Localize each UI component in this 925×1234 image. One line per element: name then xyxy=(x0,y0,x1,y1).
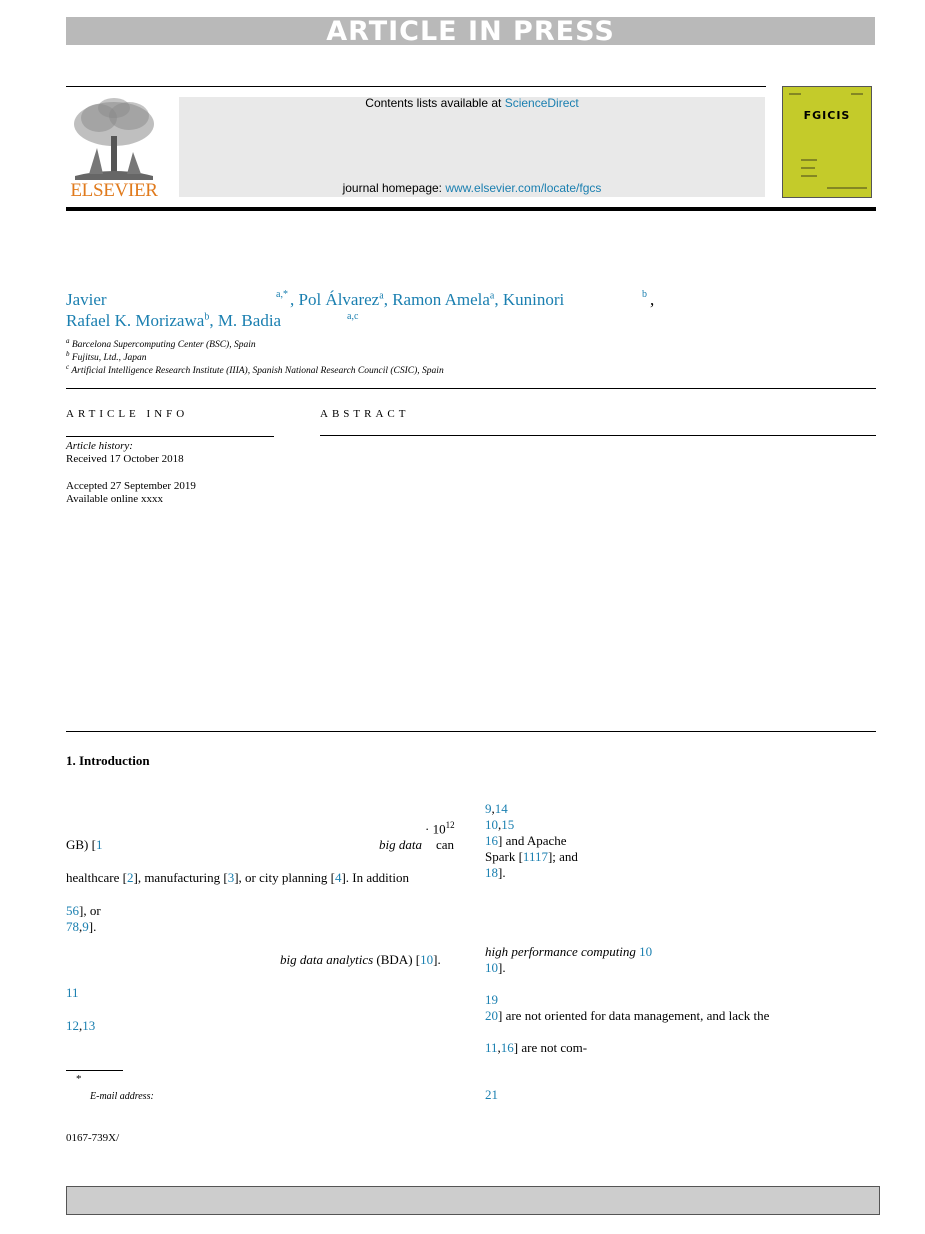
author-superscript: a xyxy=(379,290,384,302)
body-text-line: healthcare [2], manufacturing [3], or city planning [4]. In addition xyxy=(66,870,409,885)
cover-line xyxy=(801,159,817,161)
cover-line xyxy=(789,93,801,95)
citation-link[interactable]: 1 xyxy=(95,837,103,852)
citation-link[interactable]: 21 xyxy=(485,1087,498,1102)
body-text-line: big data xyxy=(379,837,422,852)
body-text-line: · $10^{12}$ xyxy=(425,820,455,837)
body-text-line: 12,13 xyxy=(66,1018,96,1033)
journal-homepage-link[interactable]: www.elsevier.com/locate/fgcs xyxy=(445,181,602,195)
citation-link[interactable]: 3 xyxy=(227,870,235,885)
author-name[interactable]: , M. Badia xyxy=(209,311,282,330)
cover-title: FGICIS xyxy=(803,109,851,122)
author-separator: , xyxy=(650,290,655,309)
affiliation-a: $^a$ Barcelona Supercomputing Center (BSC), Spain xyxy=(66,337,256,351)
author-superscript: a,* xyxy=(276,289,288,300)
citation-link[interactable]: 4 xyxy=(334,870,342,885)
footer-bar xyxy=(66,1186,880,1215)
body-text-line: Spark [1117]; and xyxy=(485,849,578,864)
cover-line xyxy=(851,93,863,95)
contents-lists-line xyxy=(179,96,765,110)
article-history-label: Article history: xyxy=(66,440,133,452)
elsevier-tree-logo xyxy=(67,96,161,180)
author-superscript: a xyxy=(489,290,495,302)
author-line-1b xyxy=(290,290,564,310)
citation-link[interactable]: 11 xyxy=(66,985,79,1000)
footnote-marker: * xyxy=(76,1073,82,1085)
article-info-heading: ARTICLE INFO xyxy=(66,408,189,420)
header-thick-rule xyxy=(66,207,876,211)
citation-link[interactable]: 13 xyxy=(82,1018,96,1033)
author-superscript: a,c xyxy=(347,311,359,322)
cover-line xyxy=(801,167,815,169)
body-text-line xyxy=(66,985,79,1001)
citation-link[interactable]: 11 xyxy=(485,1040,498,1055)
author-superscript: b xyxy=(642,289,647,300)
body-text-line: 11,16] are not com- xyxy=(485,1040,588,1055)
citation-link[interactable]: 18 xyxy=(485,865,498,880)
header-top-rule xyxy=(66,86,766,87)
body-text-line: 78,9]. xyxy=(66,919,97,934)
citation-link[interactable]: 20 xyxy=(485,1008,498,1023)
affiliation-c: $^c$ Artificial Intelligence Research Institute (IIIA), Spanish National Research Council (CSIC), Spain xyxy=(66,363,444,377)
journal-cover-thumbnail xyxy=(782,86,872,198)
citation-link[interactable]: 9 xyxy=(82,919,89,934)
author-name[interactable]: , Ramon Amela xyxy=(383,290,490,309)
body-text-line: 16] and Apache xyxy=(485,833,567,848)
citation-link[interactable]: 78 xyxy=(66,919,79,934)
section-divider xyxy=(66,388,876,389)
body-text-line: 18]. xyxy=(485,865,506,880)
contents-prefix: Contents lists available at xyxy=(365,96,505,110)
footnote-rule xyxy=(66,1070,123,1071)
article-in-press-banner: ARTICLE IN PRESS xyxy=(66,17,875,45)
body-text-line: 10]. xyxy=(485,960,506,975)
author-line-2 xyxy=(66,311,281,331)
citation-link[interactable]: 9 xyxy=(485,801,492,816)
citation-link[interactable]: 14 xyxy=(494,801,508,816)
body-text-line: big data analytics (BDA) [10]. xyxy=(280,952,441,967)
citation-link[interactable]: 12 xyxy=(66,1018,79,1033)
body-text-line: 20] are not oriented for data management, and lack the xyxy=(485,1008,770,1023)
email-address-label: E-mail address: xyxy=(90,1091,154,1102)
section-divider xyxy=(66,731,876,732)
body-text-line: GB) [1 xyxy=(66,837,103,852)
citation-link[interactable]: 10 xyxy=(485,960,498,975)
body-text-line: 9,14 xyxy=(485,801,508,816)
author-superscript: b xyxy=(204,311,210,323)
abstract-rule xyxy=(320,435,876,436)
author-name[interactable]: , Kuninori xyxy=(494,290,565,309)
body-text-line: high performance computing 10 xyxy=(485,944,653,959)
elsevier-wordmark: ELSEVIER xyxy=(70,180,158,201)
body-text-line xyxy=(485,992,498,1008)
citation-link[interactable]: 10 xyxy=(420,952,434,967)
citation-link[interactable]: 15 xyxy=(501,817,515,832)
body-text-line: 56], or xyxy=(66,903,101,918)
citation-link[interactable]: 16 xyxy=(485,833,498,848)
abstract-heading: ABSTRACT xyxy=(320,408,410,420)
author-line-1 xyxy=(66,290,107,310)
article-info-rule xyxy=(66,436,274,437)
homepage-prefix: journal homepage: xyxy=(342,181,446,195)
author-name[interactable]: Rafael K. Morizawa xyxy=(66,311,205,330)
citation-link[interactable]: 56 xyxy=(66,903,79,918)
citation-link[interactable]: 16 xyxy=(500,1040,514,1055)
sciencedirect-link[interactable]: ScienceDirect xyxy=(504,96,579,110)
accepted-date: Accepted 27 September 2019 xyxy=(66,480,196,492)
journal-homepage-line xyxy=(179,181,765,195)
body-text-line xyxy=(485,1087,498,1103)
citation-link[interactable]: 10 xyxy=(485,817,498,832)
body-text-line: 10,15 xyxy=(485,817,515,832)
citation-link[interactable]: 19 xyxy=(485,992,498,1007)
cover-line xyxy=(801,175,817,177)
issn-line: 0167-739X/ xyxy=(66,1132,120,1144)
citation-link[interactable]: 2 xyxy=(126,870,134,885)
citation-link[interactable]: 1117 xyxy=(522,849,548,864)
author-name[interactable]: , Pol Álvarez xyxy=(290,290,380,309)
body-text-line: can xyxy=(436,837,455,852)
cover-line xyxy=(827,187,867,189)
citation-link[interactable]: 10 xyxy=(639,944,653,959)
received-date: Received 17 October 2018 xyxy=(66,453,184,465)
author-name[interactable]: Javier xyxy=(66,290,107,309)
available-online: Available online xxxx xyxy=(66,493,163,505)
introduction-heading: 1. Introduction xyxy=(66,753,150,768)
affiliation-b: $^b$ Fujitsu, Ltd., Japan xyxy=(66,350,147,364)
